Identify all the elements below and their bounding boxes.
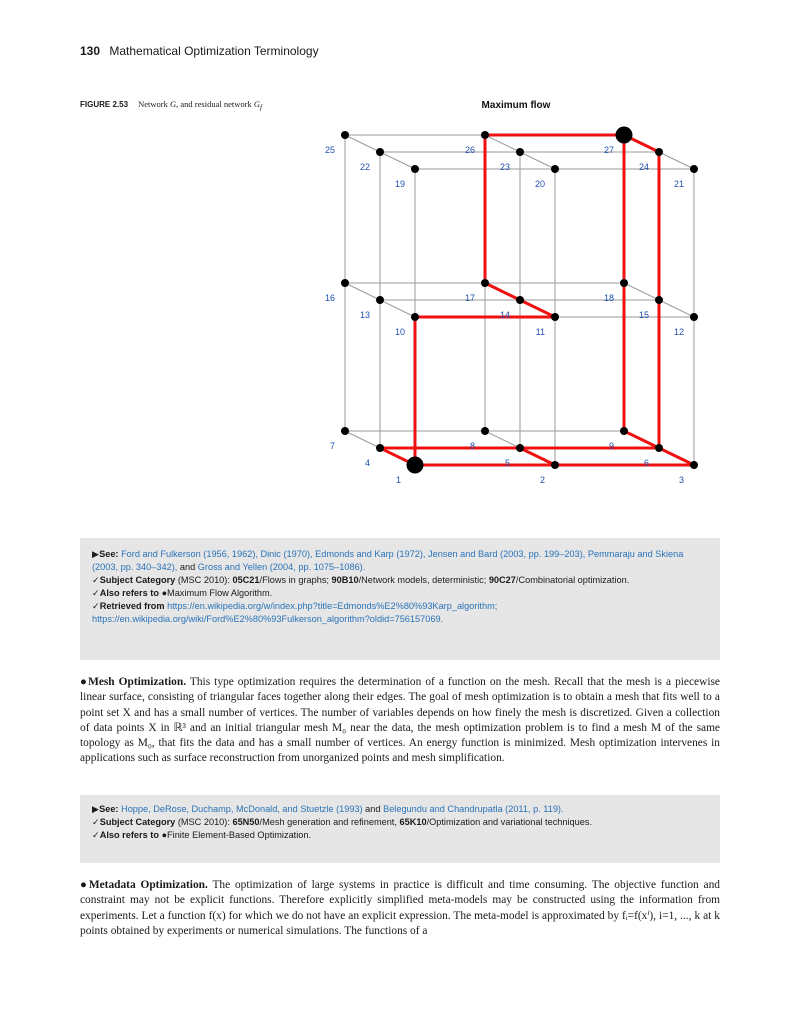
node-19	[411, 165, 419, 173]
subject-label-2: Subject Category	[99, 817, 176, 827]
edge-19-22	[380, 152, 415, 169]
see-label: See:	[99, 549, 119, 559]
node-label-3: 3	[678, 475, 684, 485]
mesh-title: Mesh Optimization.	[88, 676, 187, 688]
references-box-max-flow	[80, 538, 720, 660]
subject-line: ✓Subject Category (MSC 2010): 05C21/Flows in graphs; 90B10/Network models, deterministic; 90C27/Combinatorial optimization.	[92, 575, 630, 585]
flow-edge-3-6	[659, 448, 694, 465]
metadata-text: The optimization of large systems in practice is difficult and time consuming. The objective function and constraint may not be explicit functions. Therefore explicitly simplified meta-models may be constructed using the information from experiments. Let a function f(x) for which we do not have an explicit expression. The meta-model is approximated by fᵢ=f(xⁱ), i=1, ..., k at k points obtained by experiments or numerical simulations. The functions of a	[80, 879, 720, 937]
flow-edge-5-2	[520, 448, 555, 465]
node-label-13: 13	[359, 310, 370, 320]
node-label-23: 23	[499, 162, 510, 172]
figure-caption	[80, 99, 262, 112]
node-25	[341, 131, 349, 139]
see-and: and	[177, 562, 198, 572]
flow-edge-9-6	[624, 431, 659, 448]
node-label-21: 21	[673, 179, 684, 189]
see-refs-2a[interactable]: Hoppe, DeRose, Duchamp, McDonald, and Stuetzle (1993)	[121, 804, 363, 814]
node-label-25: 25	[324, 145, 335, 155]
node-label-16: 16	[324, 293, 335, 303]
subject-line-2: ✓Subject Category (MSC 2010): 65N50/Mesh generation and refinement, 65K10/Optimization and variational techniques.	[92, 817, 593, 827]
subject-code-1: 05C21	[232, 575, 260, 585]
node-2	[551, 461, 559, 469]
retrieved-url-2[interactable]: https://en.wikipedia.org/wiki/Ford%E2%80%93Fulkerson_algorithm?oldid=756157069.	[92, 614, 444, 624]
subject-code-3: 90C27	[488, 575, 516, 585]
retrieved-line: ✓Retrieved from https://en.wikipedia.org/w/index.php?title=Edmonds%E2%80%93Karp_algorithm; https://en.wikipedia.org/wiki/Ford%E2%80%93Fulkerson_algorithm?oldid=756157069.	[92, 601, 498, 624]
caption-gf: G	[253, 99, 260, 109]
node-label-18: 18	[603, 293, 614, 303]
edge-21-24	[659, 152, 694, 169]
see-label-2: See:	[99, 804, 119, 814]
node-label-27: 27	[603, 145, 614, 155]
see-line: ▶See: Ford and Fulkerson (1956, 1962), Dinic (1970), Edmonds and Karp (1972), Jensen and Bard (2003, pp. 199–203), Pemmaraju and Skiena (2003, pp. 340–342), and Gross and Yellen (2004, pp. 1075–1086).	[92, 549, 684, 572]
also-line: ✓Also refers to ●Maximum Flow Algorithm.	[92, 588, 273, 598]
node-label-4: 4	[364, 458, 370, 468]
subject-msc-2: (MSC 2010):	[175, 817, 233, 827]
node-14	[516, 296, 524, 304]
subject-text-2-1: /Mesh generation and refinement,	[259, 817, 400, 827]
edge-12-15	[659, 300, 694, 317]
node-5	[516, 444, 524, 452]
node-label-12: 12	[673, 327, 684, 337]
caption-g: G	[170, 99, 177, 109]
subject-label: Subject Category	[99, 575, 176, 585]
also-text: Maximum Flow Algorithm.	[167, 588, 273, 598]
network-figure	[300, 95, 720, 495]
running-head	[80, 44, 319, 58]
running-title: Mathematical Optimization Terminology	[109, 44, 319, 58]
references-box-mesh	[80, 795, 720, 863]
metadata-optimization-paragraph: ●Metadata Optimization. The optimization of large systems in practice is difficult and time consuming. The objective function and constraint may not be explicit functions. Therefore explicitly simplified meta-models may be constructed using the information from experiments. Let a function f(x) for which we do not have an explicit expression. The meta-model is approximated by fᵢ=f(xⁱ), i=1, ..., k at k points obtained by experiments or numerical simulations. The functions of a	[80, 879, 720, 937]
node-label-19: 19	[394, 179, 405, 189]
subject-code-2-1: 65N50	[232, 817, 260, 827]
also-label: Also refers to	[99, 588, 159, 598]
node-6	[655, 444, 663, 452]
page-number: 130	[80, 44, 101, 58]
node-8	[481, 427, 489, 435]
also-text-2: Finite Element-Based Optimization.	[167, 830, 312, 840]
caption-prefix: Network	[138, 99, 171, 109]
node-label-11: 11	[535, 327, 545, 337]
subject-msc: (MSC 2010):	[175, 575, 233, 585]
node-1	[407, 457, 424, 474]
node-label-15: 15	[638, 310, 649, 320]
node-label-1: 1	[395, 475, 401, 485]
node-12	[690, 313, 698, 321]
subject-code-2-2: 65K10	[399, 817, 427, 827]
node-26	[481, 131, 489, 139]
figure-title: Maximum flow	[481, 100, 551, 111]
node-9	[620, 427, 628, 435]
node-label-24: 24	[638, 162, 649, 172]
node-22	[376, 148, 384, 156]
see-last-ref[interactable]: Gross and Yellen (2004, pp. 1075–1086).	[197, 562, 366, 572]
see-line-2: ▶See: Hoppe, DeRose, Duchamp, McDonald, and Stuetzle (1993) and Belegundu and Chandrupatla (2011, p. 119).	[92, 804, 564, 814]
node-label-10: 10	[394, 327, 405, 337]
node-4	[376, 444, 384, 452]
also-label-2: Also refers to	[99, 830, 159, 840]
node-18	[620, 279, 628, 287]
node-label-2: 2	[539, 475, 545, 485]
mesh-text: This type optimization requires the determination of a function on the mesh. Recall that the mesh is a piecewise linear surface, consisting of triangular faces together along their edges. The goal of mesh optimization is to obtain a mesh that fits well to a point set X and has a small number of vertices. The number of variables depends on how finely the mesh is discretized. Given a collection of data points X in ℝ³ and an initial triangular mesh M₀ near the data, the mesh optimization problem is to find a mesh M of the same topology as M₀, that fits the data and has a small number of vertices. An energy function is minimized. Mesh optimization intervenes in applications such as surface reconstruction from unorganized points and mesh simplification.	[80, 676, 720, 765]
node-27	[616, 127, 633, 144]
caption-f: f	[259, 103, 262, 112]
see-refs-2b[interactable]: Belegundu and Chandrupatla (2011, p. 119).	[383, 804, 564, 814]
figure-label: FIGURE 2.53	[80, 100, 129, 109]
node-label-6: 6	[643, 458, 649, 468]
node-label-20: 20	[534, 179, 545, 189]
subject-text-1: /Flows in graphs;	[259, 575, 332, 585]
node-label-17: 17	[464, 293, 475, 303]
node-16	[341, 279, 349, 287]
node-label-22: 22	[359, 162, 370, 172]
node-24	[655, 148, 663, 156]
subject-text-2: /Network models, deterministic;	[358, 575, 489, 585]
node-15	[655, 296, 663, 304]
edge-23-26	[485, 135, 520, 152]
edge-20-23	[520, 152, 555, 169]
edge-22-25	[345, 135, 380, 152]
subject-text-3: /Combinatorial optimization.	[515, 575, 630, 585]
edge-5-8	[485, 431, 520, 448]
mesh-optimization-paragraph: ●Mesh Optimization. This type optimization requires the determination of a function on the mesh. Recall that the mesh is a piecewise linear surface, consisting of triangular faces together along their edges. The goal of mesh optimization is to obtain a mesh that fits well to a point set X and has a small number of vertices. The number of variables depends on how finely the mesh is discretized. Given a collection of data points X in ℝ³ and an initial triangular mesh M₀ near the data, the mesh optimization problem is to find a mesh M of the same topology as M₀, that fits the data and has a small number of vertices. An energy function is minimized. Mesh optimization intervenes in applications such as surface reconstruction from unorganized points and mesh simplification.	[80, 676, 720, 765]
subject-text-2-2: /Optimization and variational techniques.	[426, 817, 593, 827]
node-label-5: 5	[504, 458, 510, 468]
node-11	[551, 313, 559, 321]
node-label-26: 26	[464, 145, 475, 155]
node-13	[376, 296, 384, 304]
node-23	[516, 148, 524, 156]
edge-10-13	[380, 300, 415, 317]
node-3	[690, 461, 698, 469]
node-label-14: 14	[499, 310, 510, 320]
edge-15-18	[624, 283, 659, 300]
node-20	[551, 165, 559, 173]
node-label-9: 9	[608, 441, 614, 451]
retrieved-label: Retrieved from	[99, 601, 165, 611]
see-and-2: and	[362, 804, 384, 814]
see-refs[interactable]: Ford and Fulkerson (1956, 1962), Dinic (1970), Edmonds and Karp (1972), Jensen and Bard (2003, pp. 199–203), Pemmaraju and Skiena (2003, pp. 340–342),	[92, 549, 684, 572]
also-line-2: ✓Also refers to ●Finite Element-Based Optimization.	[92, 830, 312, 840]
node-17	[481, 279, 489, 287]
caption-mid: , and residual network	[176, 99, 254, 109]
edge-4-7	[345, 431, 380, 448]
node-label-7: 7	[329, 441, 335, 451]
retrieved-url-1[interactable]: https://en.wikipedia.org/w/index.php?title=Edmonds%E2%80%93Karp_algorithm;	[167, 601, 498, 611]
node-21	[690, 165, 698, 173]
edge-13-16	[345, 283, 380, 300]
subject-code-2: 90B10	[331, 575, 359, 585]
metadata-title: Metadata Optimization.	[88, 879, 208, 891]
node-10	[411, 313, 419, 321]
node-7	[341, 427, 349, 435]
node-label-8: 8	[469, 441, 475, 451]
